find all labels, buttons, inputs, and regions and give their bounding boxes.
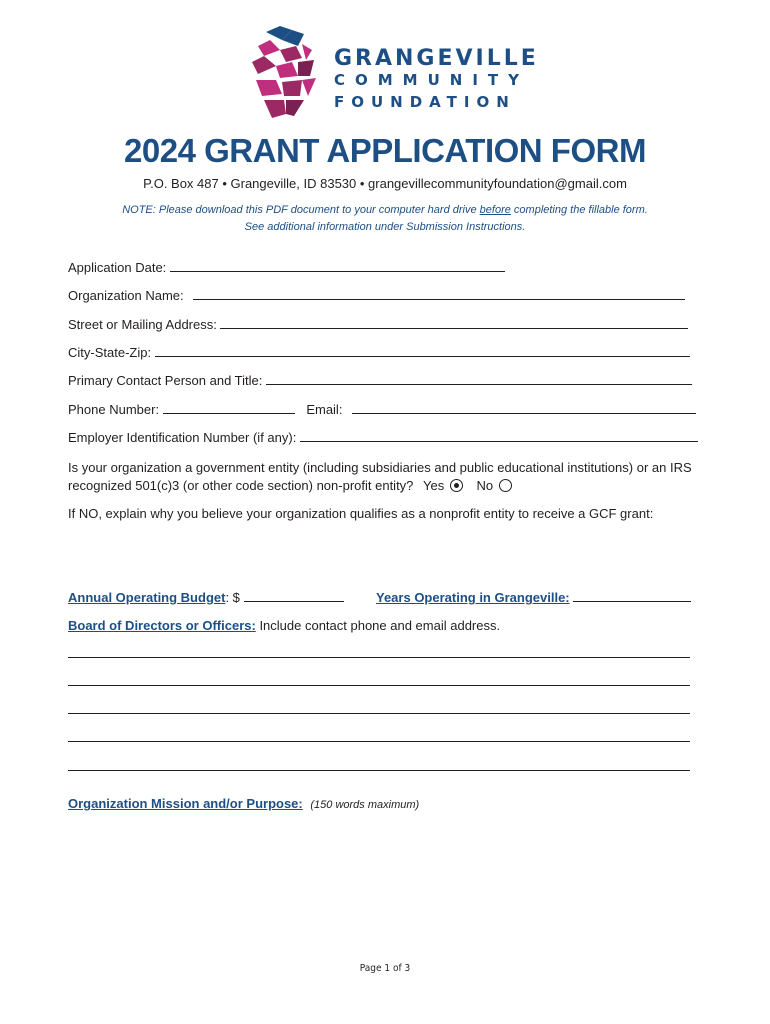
mission-label: Organization Mission and/or Purpose: bbox=[68, 796, 303, 811]
board-row bbox=[68, 618, 500, 633]
street-address-label: Street or Mailing Address: bbox=[68, 317, 217, 332]
budget-row bbox=[68, 590, 344, 605]
application-date-label: Application Date: bbox=[68, 260, 167, 275]
organization-name-row bbox=[68, 288, 685, 303]
annual-budget-field[interactable] bbox=[244, 590, 344, 602]
board-line-5[interactable] bbox=[68, 770, 690, 771]
foundation-logo bbox=[246, 24, 539, 120]
city-state-zip-field[interactable] bbox=[155, 345, 690, 357]
contact-address: P.O. Box 487 • Grangeville, ID 83530 • grangevillecommunityfoundation@gmail.com bbox=[143, 176, 627, 191]
no-label: No bbox=[476, 478, 494, 493]
note-line-2: See additional information under Submission Instructions. bbox=[244, 221, 526, 233]
logo-text-foundation: FOUNDATION bbox=[334, 93, 516, 111]
board-line-4[interactable] bbox=[68, 741, 690, 742]
logo-text-community: COMMUNITY bbox=[334, 71, 530, 89]
logo-text-grangeville: GRANGEVILLE bbox=[334, 46, 539, 71]
primary-contact-label: Primary Contact Person and Title: bbox=[68, 373, 263, 388]
organization-name-field[interactable] bbox=[193, 288, 685, 300]
organization-name-label: Organization Name: bbox=[68, 288, 184, 303]
application-date-field[interactable] bbox=[170, 260, 505, 272]
entity-question-line-1: Is your organization a government entity (including subsidiaries and public educational institutions) or an IRS bbox=[68, 460, 692, 475]
phone-email-row bbox=[68, 402, 696, 417]
street-address-row bbox=[68, 317, 688, 332]
application-date-row bbox=[68, 260, 505, 275]
ein-row bbox=[68, 430, 698, 445]
if-no-explanation-field[interactable] bbox=[68, 526, 690, 581]
yes-radio[interactable] bbox=[450, 479, 463, 492]
page-number: Page 1 of 3 bbox=[359, 963, 411, 974]
note-line-1: NOTE: Please download this PDF document to your computer hard drive before completing the fillable form. bbox=[122, 204, 648, 216]
no-radio[interactable] bbox=[499, 479, 512, 492]
board-line-1[interactable] bbox=[68, 657, 690, 658]
years-operating-row bbox=[376, 590, 691, 605]
phone-number-field[interactable] bbox=[163, 402, 295, 414]
board-line-2[interactable] bbox=[68, 685, 690, 686]
phone-number-label: Phone Number: bbox=[68, 402, 160, 417]
years-operating-field[interactable] bbox=[573, 590, 691, 602]
street-address-field[interactable] bbox=[220, 317, 688, 329]
board-label: Board of Directors or Officers: bbox=[68, 618, 256, 633]
yes-label: Yes bbox=[423, 478, 445, 493]
years-operating-label: Years Operating in Grangeville: bbox=[376, 590, 570, 605]
email-label: Email: bbox=[306, 402, 343, 417]
primary-contact-row bbox=[68, 373, 692, 388]
ein-field[interactable] bbox=[300, 430, 698, 442]
board-line-3[interactable] bbox=[68, 713, 690, 714]
city-state-zip-row bbox=[68, 345, 690, 360]
mission-field[interactable] bbox=[68, 818, 690, 948]
pinecone-logo-icon bbox=[246, 24, 324, 120]
board-description: Include contact phone and email address. bbox=[255, 618, 501, 633]
budget-dollar-prefix: : $ bbox=[225, 590, 240, 605]
if-no-explanation-label: If NO, explain why you believe your organization qualifies as a nonprofit entity to receive a GCF grant: bbox=[68, 506, 654, 521]
entity-question-line-2 bbox=[68, 478, 512, 493]
entity-question-text: recognized 501(c)3 (or other code section) non-profit entity? bbox=[68, 478, 414, 493]
email-field[interactable] bbox=[352, 402, 696, 414]
annual-budget-label: Annual Operating Budget bbox=[68, 590, 226, 605]
mission-word-limit: (150 words maximum) bbox=[310, 799, 420, 811]
primary-contact-field[interactable] bbox=[266, 373, 692, 385]
form-title: 2024 GRANT APPLICATION FORM bbox=[124, 132, 646, 169]
ein-label: Employer Identification Number (if any): bbox=[68, 430, 297, 445]
city-state-zip-label: City-State-Zip: bbox=[68, 345, 152, 360]
mission-row bbox=[68, 796, 419, 811]
